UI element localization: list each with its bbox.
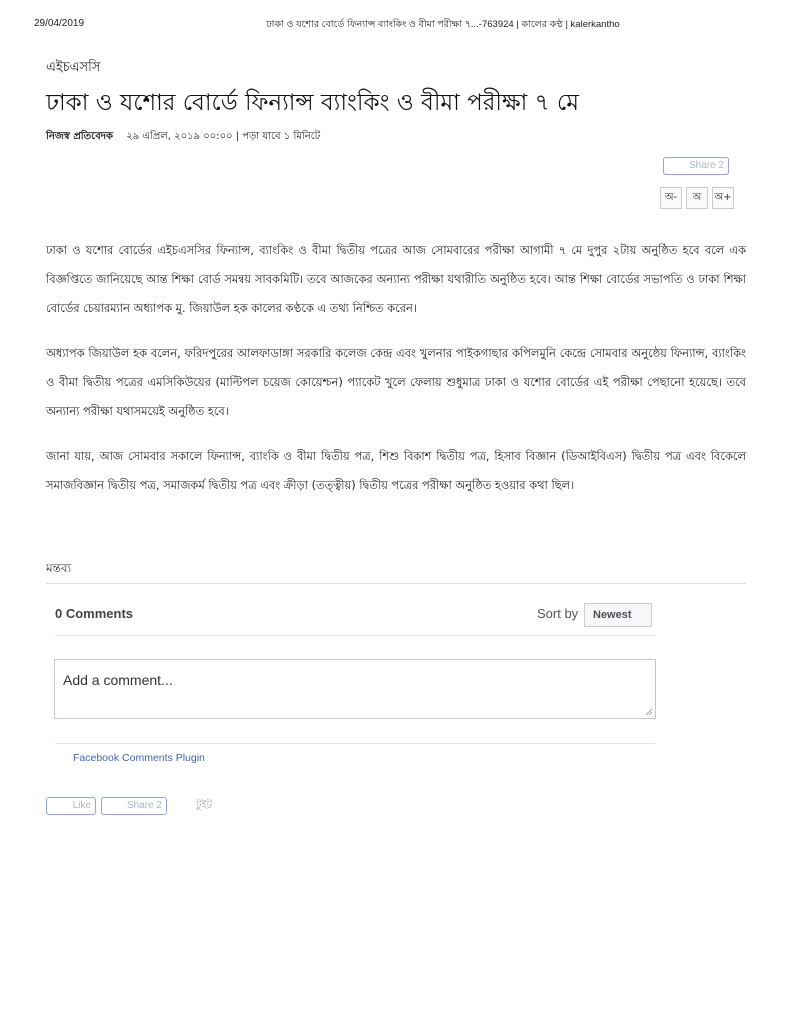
tweet-button[interactable]: টুইট: [196, 799, 213, 811]
sort-select[interactable]: Newest: [584, 603, 652, 627]
facebook-comments-plugin-link[interactable]: Facebook Comments Plugin: [73, 752, 205, 764]
author-name[interactable]: নিজস্ব প্রতিবেদক: [46, 131, 114, 142]
comments-section-title: মন্তব্য: [46, 561, 72, 575]
social-share-bar: [46, 797, 212, 815]
font-reset-button[interactable]: অ: [686, 187, 708, 209]
byline: [46, 129, 320, 146]
print-date: 29/04/2019: [34, 18, 85, 29]
category-label[interactable]: এইচএসসি: [46, 60, 101, 75]
comment-placeholder: Add a comment...: [63, 672, 173, 688]
article-headline: ঢাকা ও যশোর বোর্ডে ফিন্যান্স ব্যাংকিং ও বীমা পরীক্ষা ৭ মে: [46, 90, 579, 116]
publish-meta: ২৯ এপ্রিল, ২০১৯ ০০:০০ | পড়া যাবে ১ মিনিটে: [126, 131, 321, 142]
facebook-share-button[interactable]: Share 2: [663, 157, 729, 175]
font-decrease-button[interactable]: অ-: [660, 187, 682, 209]
comment-input[interactable]: [54, 659, 656, 719]
print-header: [0, 18, 791, 34]
sort-label: Sort by: [537, 606, 579, 621]
resize-handle-icon[interactable]: [645, 708, 653, 716]
font-increase-button[interactable]: অ+: [712, 187, 734, 209]
article-paragraph: ঢাকা ও যশোর বোর্ডের এইচএসসির ফিন্যান্স, ব্যাংকিং ও বীমা দ্বিতীয় পত্রের আজ সোমবারের পরীক্ষা আগামী ৭ মে দুপুর ২টায় অনুষ্ঠিত হবে বলে এক বিজ্ঞপ্তিতে জানিয়েছে আন্ত শিক্ষা বোর্ড সমন্বয় সাবকমিটি। তবে আজকের অন্যান্য পরীক্ষা যথারীতি অনুষ্ঠিত হবে। আন্ত শিক্ষা বোর্ডের সভাপতি ও ঢাকা শিক্ষা বোর্ডের চেয়ারম্যান অধ্যাপক মু. জিয়াউল হক কালের কণ্ঠকে এ তথ্য নিশ্চিত করেন।: [46, 243, 746, 315]
facebook-like-button[interactable]: Like: [46, 797, 96, 815]
facebook-share-button-bottom[interactable]: Share 2: [101, 797, 167, 815]
comments-count: 0 Comments: [55, 606, 134, 621]
font-size-controls: [660, 187, 734, 209]
divider: [55, 635, 655, 636]
print-page-title: ঢাকা ও যশোর বোর্ডে ফিন্যান্স ব্যাংকিং ও বীমা পরীক্ষা ৭...-763924 | কালের কণ্ঠ | kalerkantho: [266, 19, 620, 30]
divider: [46, 583, 746, 584]
article-paragraph: জানা যায়, আজ সোমবার সকালে ফিন্যান্স, ব্যাংকি ও বীমা দ্বিতীয় পত্র, শিশু বিকাশ দ্বিতীয় পত্র, হিসাব বিজ্ঞান (ডিআইবিএস) দ্বিতীয় পত্র এবং বিকেলে সমাজবিজ্ঞান দ্বিতীয় পত্র, সমাজকর্ম দ্বিতীয় পত্র এবং ক্রীড়া (তত্ত্বীয়) দ্বিতীয় পত্রের পরীক্ষা অনুষ্ঠিত হওয়ার কথা ছিল।: [46, 449, 746, 492]
divider: [55, 743, 655, 744]
article-body: [46, 236, 746, 516]
article-paragraph: অধ্যাপক জিয়াউল হক বলেন, ফরিদপুরের আলফাডাঙ্গা সরকারি কলেজ কেন্দ্র এবং খুলনার পাইকগাছার কপিলমুনি কেন্দ্রে সোমবার অনুষ্ঠেয় ফিন্যান্স, ব্যাংকিং ও বীমা দ্বিতীয় পত্রের এমসিকিউয়ের (মাল্টিপল চয়েজ কোয়েশ্চন) প্যাকেট খুলে ফেলায় শুধুমাত্র ঢাকা ও যশোর বোর্ডের এই পরীক্ষা পেছানো হয়েছে। তবে অন্যান্য পরীক্ষা যথাসময়েই অনুষ্ঠিত হবে।: [46, 346, 746, 418]
